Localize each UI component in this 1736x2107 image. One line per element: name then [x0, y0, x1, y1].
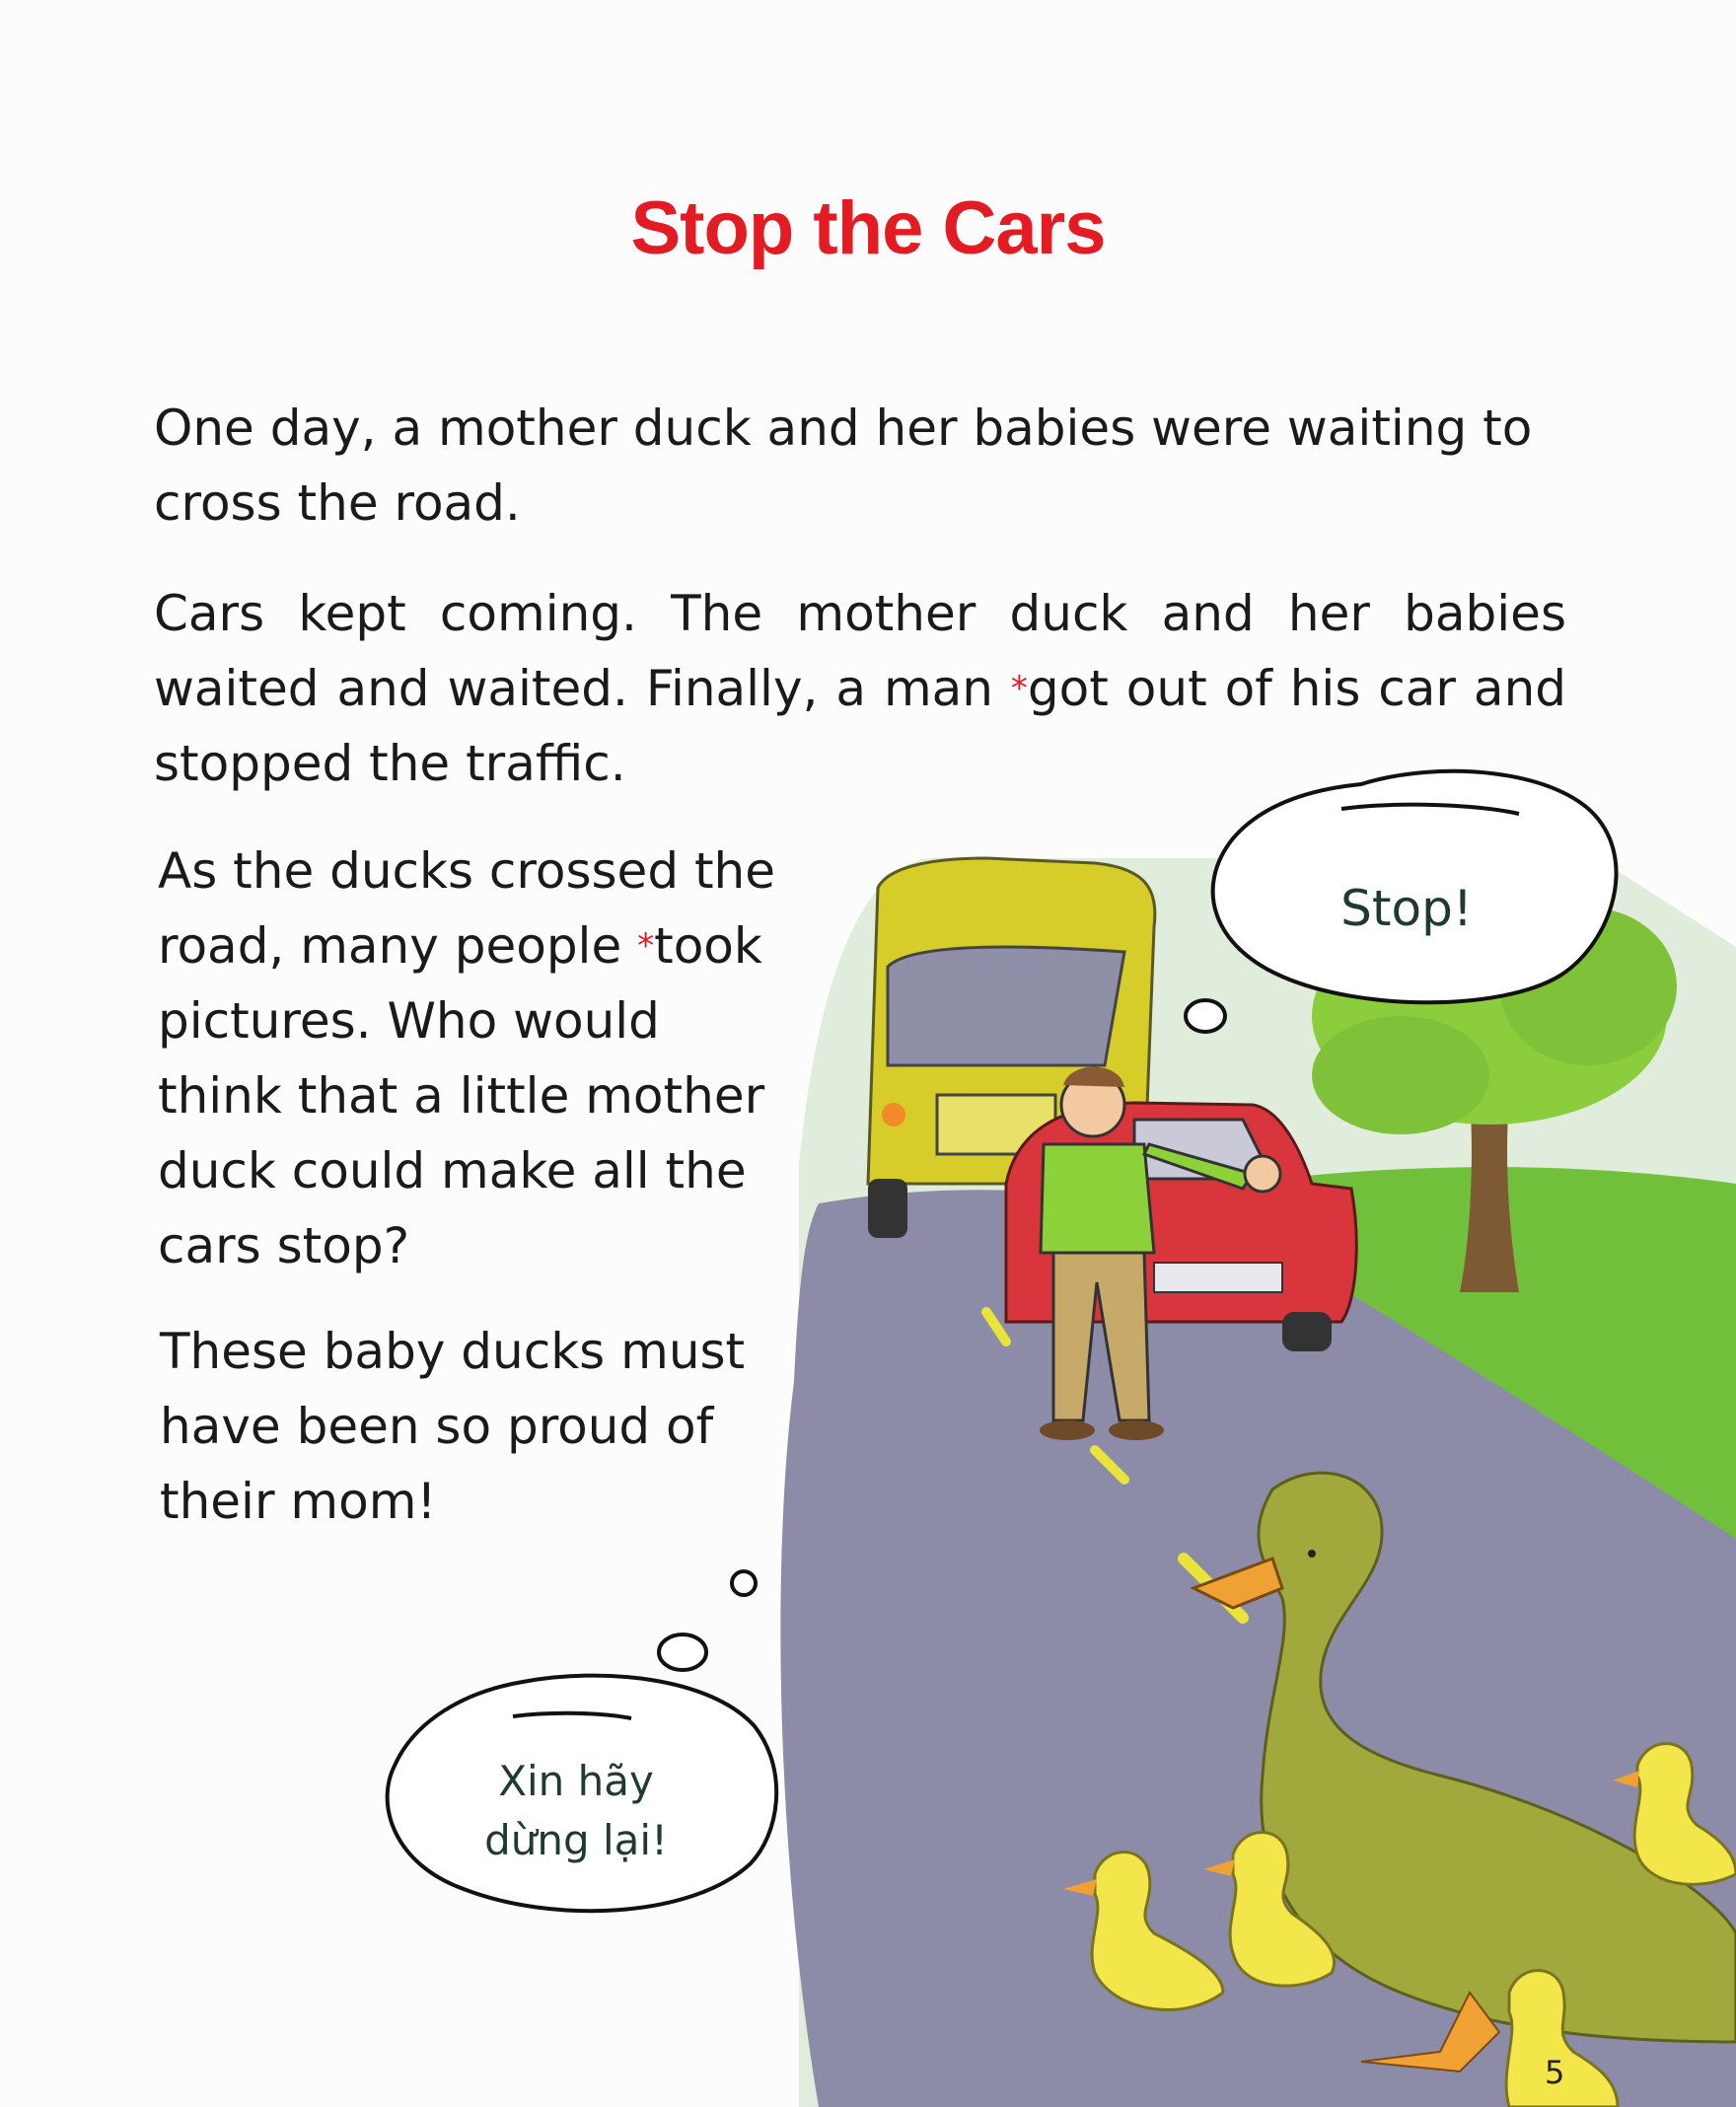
paragraph-3-text-start: As the ducks crossed the road, many people — [158, 842, 776, 975]
speech-bubble-duck-line-1: Xin hãy — [498, 1757, 654, 1805]
paragraph-3-text-end: took pictures. Who would think that a little mother duck could make all the cars stop? — [158, 917, 765, 1274]
page-number: 5 — [1545, 2054, 1565, 2091]
paragraph-2-text-end: got out of his car and stopped the traffic. — [154, 660, 1566, 792]
speech-bubble-man-text: Stop! — [1340, 880, 1473, 937]
vocabulary-star: * — [637, 926, 655, 966]
thought-dot — [1186, 1000, 1225, 1032]
thought-dot — [732, 1571, 756, 1595]
paragraph-2-text-start: Cars kept coming. The mother duck and her babies waited and waited. Finally, a man — [154, 585, 1566, 717]
speech-bubble-duck-line-2: dừng lại! — [484, 1816, 668, 1864]
vocabulary-star: * — [1010, 669, 1028, 708]
thought-dot — [659, 1635, 706, 1670]
paragraph-1-text: One day, a mother duck and her babies were waiting to cross the road. — [154, 400, 1533, 532]
story-title: Stop the Cars — [630, 186, 1106, 270]
paragraph-4-text: These baby ducks must have been so proud of their mom! — [160, 1323, 746, 1530]
speech-bubble-duck — [388, 1571, 777, 1911]
